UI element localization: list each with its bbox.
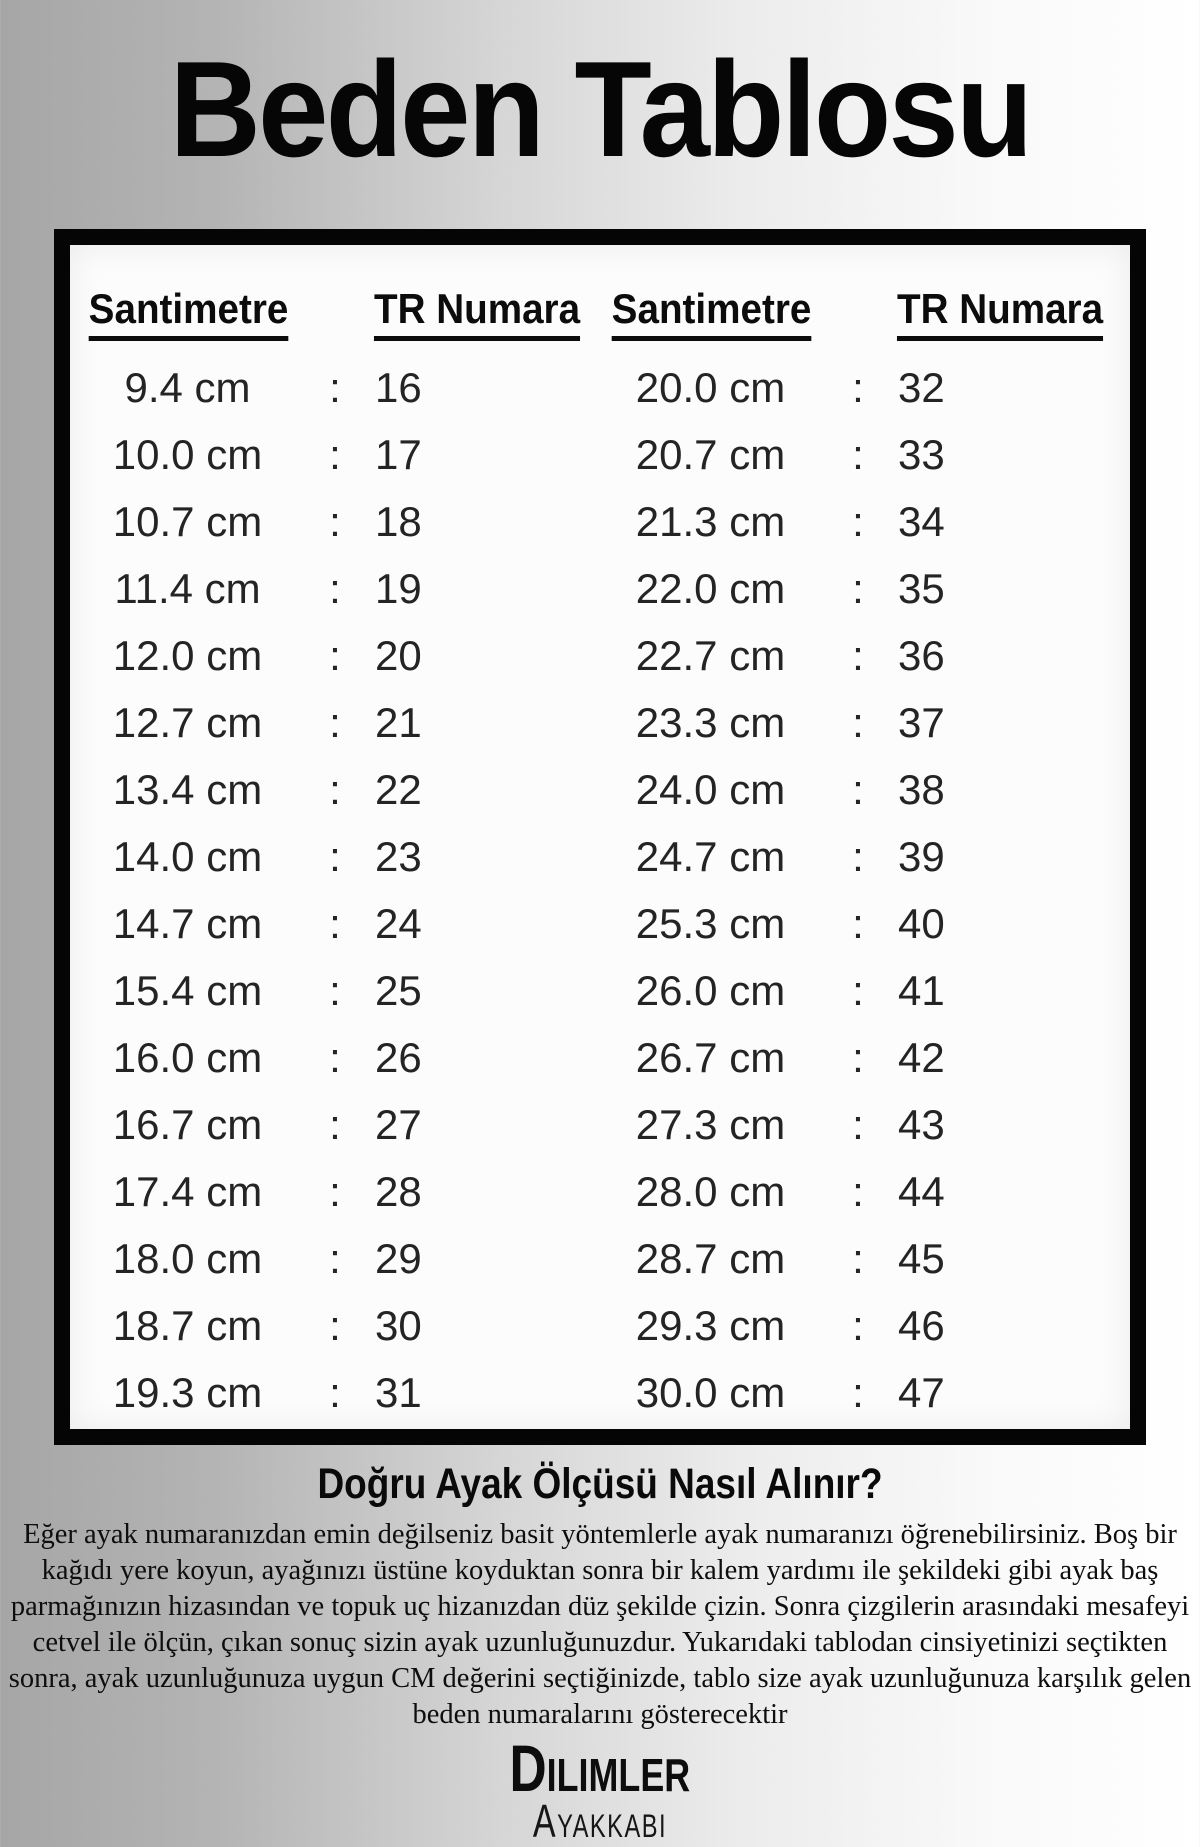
cm-value: 16.0 cm <box>112 1034 263 1082</box>
brand-logo <box>0 1730 1200 1847</box>
colon-separator: : <box>329 900 341 948</box>
cm-value: 19.3 cm <box>112 1369 263 1417</box>
column-header-santimetre-left: Santimetre <box>89 285 289 341</box>
cm-value: 13.4 cm <box>112 766 263 814</box>
table-row <box>603 1025 1108 1092</box>
table-row <box>80 623 585 690</box>
cm-value: 12.0 cm <box>112 632 263 680</box>
cm-value: 15.4 cm <box>112 967 263 1015</box>
table-row <box>603 1226 1108 1293</box>
table-row <box>80 1025 585 1092</box>
colon-separator: : <box>329 766 341 814</box>
cm-value: 25.3 cm <box>635 900 786 948</box>
colon-separator: : <box>329 1034 341 1082</box>
table-row <box>80 1293 585 1360</box>
colon-separator: : <box>852 498 864 546</box>
tr-size-value: 19 <box>375 565 422 613</box>
cm-value: 29.3 cm <box>635 1302 786 1350</box>
table-row <box>80 556 585 623</box>
table-row <box>603 1360 1108 1427</box>
header-cell <box>603 285 818 341</box>
cm-value: 18.0 cm <box>112 1235 263 1283</box>
table-row <box>603 422 1108 489</box>
tr-size-value: 37 <box>898 699 945 747</box>
colon-separator: : <box>852 1235 864 1283</box>
table-row <box>603 355 1108 422</box>
size-table <box>70 245 1130 1427</box>
size-table-left-group <box>80 285 585 1427</box>
colon-separator: : <box>852 1369 864 1417</box>
colon-separator: : <box>852 364 864 412</box>
colon-separator: : <box>329 565 341 613</box>
tr-size-value: 33 <box>898 431 945 479</box>
table-row <box>80 958 585 1025</box>
size-table-left-rows <box>80 355 585 1427</box>
tr-size-value: 28 <box>375 1168 422 1216</box>
colon-separator: : <box>329 364 341 412</box>
cm-value: 20.7 cm <box>635 431 786 479</box>
table-row <box>603 690 1108 757</box>
table-row <box>80 824 585 891</box>
table-row <box>603 1092 1108 1159</box>
table-row <box>80 690 585 757</box>
tr-size-value: 24 <box>375 900 422 948</box>
colon-separator: : <box>329 632 341 680</box>
cm-value: 18.7 cm <box>112 1302 263 1350</box>
cm-value: 12.7 cm <box>112 699 263 747</box>
colon-separator: : <box>852 967 864 1015</box>
table-row <box>80 1092 585 1159</box>
table-row <box>603 1293 1108 1360</box>
cm-value: 10.7 cm <box>112 498 263 546</box>
tr-size-value: 36 <box>898 632 945 680</box>
table-row <box>80 489 585 556</box>
brand-name: Dilimler <box>509 1730 691 1805</box>
colon-separator: : <box>329 833 341 881</box>
table-row <box>603 824 1108 891</box>
column-header-tr-numara-right: TR Numara <box>897 285 1103 341</box>
section-heading: Doğru Ayak Ölçüsü Nasıl Alınır? <box>317 1459 883 1508</box>
cm-value: 9.4 cm <box>124 364 251 412</box>
table-row <box>80 422 585 489</box>
description-text: Eğer ayak numaranızdan emin değilseniz basit yöntemlerle ayak numaranızı öğrenebilirsiniz. Boş bir kağıdı yere koyun, ayağınızı üstüne koyduktan sonra bir kalem yardımı ile şekildeki gibi ayak baş parmağınızın hizasından ve topuk uç hizanızdan düz şekilde çizin. Sonra çizgilerin arasındaki mesafeyi cetvel ile ölçün, çıkan sonuç sizin ayak uzunluğunuzdur. Yukarıdaki tablodan cinsiyetinizi seçtikten sonra, ayak uzunluğunuza uygun CM değerini seçtiğinizde, tablo size ayak uzunluğunuza karşılık gelen beden numaralarını gösterecektir <box>8 1519 1192 1730</box>
colon-separator: : <box>852 565 864 613</box>
tr-size-value: 21 <box>375 699 422 747</box>
tr-size-value: 31 <box>375 1369 422 1417</box>
cm-value: 14.7 cm <box>112 900 263 948</box>
cm-value: 28.7 cm <box>635 1235 786 1283</box>
tr-size-value: 25 <box>375 967 422 1015</box>
table-row <box>80 1159 585 1226</box>
colon-separator: : <box>852 1168 864 1216</box>
size-table-frame <box>54 229 1146 1445</box>
tr-size-value: 44 <box>898 1168 945 1216</box>
cm-value: 22.7 cm <box>635 632 786 680</box>
cm-value: 27.3 cm <box>635 1101 786 1149</box>
colon-separator: : <box>329 498 341 546</box>
column-header-tr-numara-left: TR Numara <box>374 285 580 341</box>
tr-size-value: 35 <box>898 565 945 613</box>
right-group-header <box>603 285 1108 341</box>
table-row <box>80 891 585 958</box>
colon-separator: : <box>329 1101 341 1149</box>
tr-size-value: 16 <box>375 364 422 412</box>
header-cell <box>818 285 1108 341</box>
tr-size-value: 17 <box>375 431 422 479</box>
colon-separator: : <box>852 632 864 680</box>
table-row <box>80 1226 585 1293</box>
column-header-santimetre-right: Santimetre <box>612 285 812 341</box>
cm-value: 11.4 cm <box>114 565 261 613</box>
colon-separator: : <box>852 1302 864 1350</box>
tr-size-value: 18 <box>375 498 422 546</box>
colon-separator: : <box>852 1101 864 1149</box>
table-row <box>603 489 1108 556</box>
colon-separator: : <box>852 833 864 881</box>
cm-value: 10.0 cm <box>112 431 263 479</box>
cm-value: 20.0 cm <box>635 364 786 412</box>
tr-size-value: 27 <box>375 1101 422 1149</box>
cm-value: 23.3 cm <box>635 699 786 747</box>
colon-separator: : <box>329 1302 341 1350</box>
table-row <box>80 1360 585 1427</box>
cm-value: 22.0 cm <box>635 565 786 613</box>
tr-size-value: 42 <box>898 1034 945 1082</box>
header-cell <box>295 285 585 341</box>
tr-size-value: 22 <box>375 766 422 814</box>
left-group-header <box>80 285 585 341</box>
header-cell <box>80 285 295 341</box>
colon-separator: : <box>852 699 864 747</box>
tr-size-value: 47 <box>898 1369 945 1417</box>
cm-value: 24.0 cm <box>635 766 786 814</box>
table-row <box>603 757 1108 824</box>
tr-size-value: 20 <box>375 632 422 680</box>
table-row <box>80 355 585 422</box>
size-table-right-group <box>603 285 1108 1427</box>
cm-value: 24.7 cm <box>635 833 786 881</box>
colon-separator: : <box>852 1034 864 1082</box>
colon-separator: : <box>852 431 864 479</box>
tr-size-value: 34 <box>898 498 945 546</box>
tr-size-value: 39 <box>898 833 945 881</box>
cm-value: 16.7 cm <box>112 1101 263 1149</box>
tr-size-value: 46 <box>898 1302 945 1350</box>
tr-size-value: 32 <box>898 364 945 412</box>
tr-size-value: 43 <box>898 1101 945 1149</box>
tr-size-value: 29 <box>375 1235 422 1283</box>
tr-size-value: 38 <box>898 766 945 814</box>
tr-size-value: 40 <box>898 900 945 948</box>
colon-separator: : <box>329 699 341 747</box>
colon-separator: : <box>852 900 864 948</box>
page-title: Beden Tablosu <box>169 33 1031 185</box>
table-row <box>603 1159 1108 1226</box>
cm-value: 21.3 cm <box>635 498 786 546</box>
tr-size-value: 26 <box>375 1034 422 1082</box>
colon-separator: : <box>329 1369 341 1417</box>
tr-size-value: 45 <box>898 1235 945 1283</box>
cm-value: 26.0 cm <box>635 967 786 1015</box>
cm-value: 26.7 cm <box>635 1034 786 1082</box>
colon-separator: : <box>329 1235 341 1283</box>
cm-value: 30.0 cm <box>635 1369 786 1417</box>
colon-separator: : <box>329 431 341 479</box>
tr-size-value: 23 <box>375 833 422 881</box>
tr-size-value: 30 <box>375 1302 422 1350</box>
table-row <box>80 757 585 824</box>
table-row <box>603 623 1108 690</box>
cm-value: 17.4 cm <box>112 1168 263 1216</box>
cm-value: 28.0 cm <box>635 1168 786 1216</box>
size-table-right-rows <box>603 355 1108 1427</box>
brand-subtitle: Ayakkabı <box>532 1794 668 1847</box>
table-row <box>603 556 1108 623</box>
cm-value: 14.0 cm <box>112 833 263 881</box>
table-row <box>603 958 1108 1025</box>
tr-size-value: 41 <box>898 967 945 1015</box>
colon-separator: : <box>852 766 864 814</box>
colon-separator: : <box>329 967 341 1015</box>
table-row <box>603 891 1108 958</box>
colon-separator: : <box>329 1168 341 1216</box>
